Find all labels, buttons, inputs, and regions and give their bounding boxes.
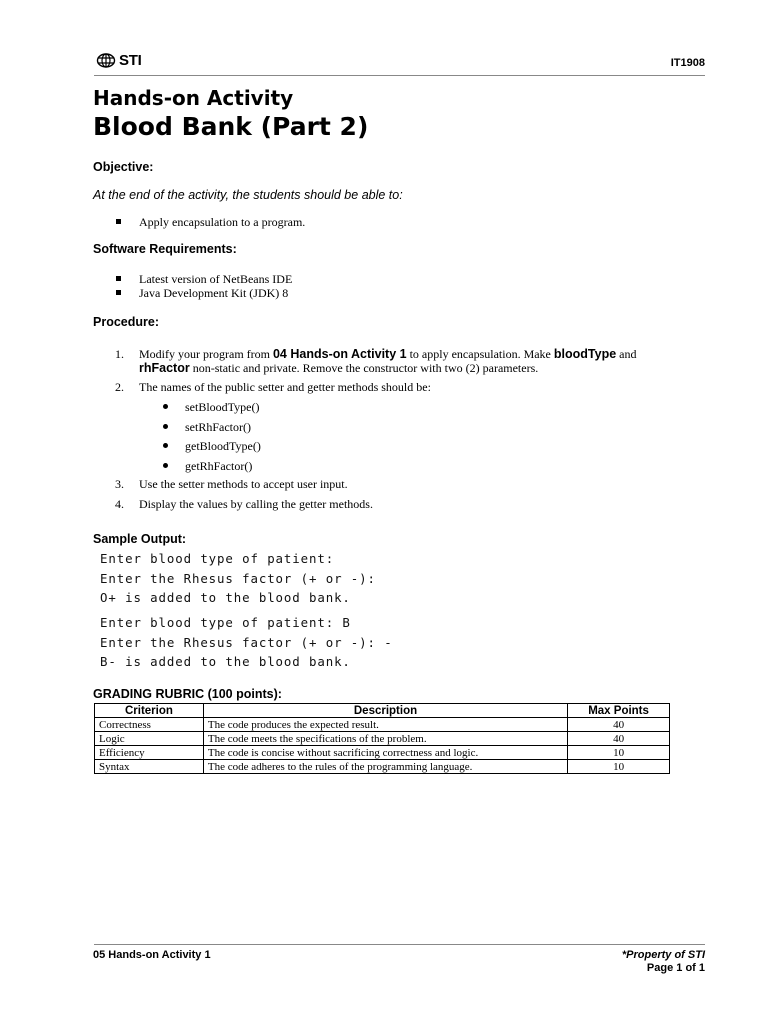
- description-cell: The code is concise without sacrificing correctness and logic.: [203, 746, 567, 760]
- criterion-cell: Logic: [95, 732, 204, 746]
- points-cell: 10: [568, 746, 670, 760]
- objective-list: [115, 215, 305, 229]
- list-item: Java Development Kit (JDK) 8: [115, 286, 292, 300]
- footer-document-name: 05 Hands-on Activity 1: [93, 949, 211, 961]
- page-number: Page 1 of 1: [646, 962, 705, 974]
- column-header: Criterion: [95, 704, 204, 718]
- code-line: Enter the Rhesus factor (+ or -): -: [100, 634, 393, 650]
- column-header: Max Points: [568, 704, 670, 718]
- code-line: Enter blood type of patient: B: [100, 615, 351, 630]
- method-item: getRhFactor(): [160, 458, 261, 478]
- property-notice: *Property of STI: [621, 949, 705, 961]
- code-line: Enter the Rhesus factor (+ or -):: [100, 570, 376, 586]
- points-cell: 10: [568, 760, 670, 774]
- description-cell: The code meets the specifications of the problem.: [203, 732, 567, 746]
- software-heading: Software Requirements:: [93, 242, 237, 256]
- page-title: Blood Bank (Part 2): [93, 112, 369, 141]
- logo-text: STI: [119, 52, 142, 69]
- activity-label: Hands-on Activity: [93, 86, 294, 110]
- code-line: O+ is added to the blood bank.: [100, 590, 351, 605]
- objective-heading: Objective:: [93, 160, 154, 174]
- sample-output-block-1: [100, 549, 376, 608]
- criterion-cell: Efficiency: [95, 746, 204, 760]
- sti-logo: [96, 52, 141, 69]
- document-code: IT1908: [670, 57, 705, 69]
- column-header: Description: [203, 704, 567, 718]
- points-cell: 40: [568, 732, 670, 746]
- sample-output-heading: Sample Output:: [93, 532, 187, 546]
- sti-globe-icon: [96, 53, 116, 68]
- rubric-heading: GRADING RUBRIC (100 points):: [93, 687, 282, 701]
- table-row: [95, 746, 670, 760]
- rubric-table: [94, 703, 670, 774]
- criterion-cell: Correctness: [95, 718, 204, 732]
- objective-intro: At the end of the activity, the students should be able to:: [93, 188, 403, 202]
- criterion-cell: Syntax: [95, 760, 204, 774]
- description-cell: The code produces the expected result.: [203, 718, 567, 732]
- rubric-header-row: [95, 704, 670, 718]
- table-row: [95, 760, 670, 774]
- points-cell: 40: [568, 718, 670, 732]
- procedure-heading: Procedure:: [93, 315, 159, 329]
- table-row: [95, 718, 670, 732]
- sample-output-block-2: [100, 613, 393, 672]
- description-cell: The code adheres to the rules of the programming language.: [203, 760, 567, 774]
- method-list: [160, 399, 261, 477]
- footer-divider: [94, 944, 705, 945]
- code-line: B- is added to the blood bank.: [100, 654, 351, 669]
- software-list: [115, 272, 292, 300]
- header-divider: [94, 75, 705, 76]
- code-line: Enter blood type of patient:: [100, 551, 335, 566]
- method-item: getBloodType(): [160, 438, 261, 458]
- list-item: Apply encapsulation to a program.: [115, 215, 305, 229]
- list-item: Latest version of NetBeans IDE: [115, 272, 292, 286]
- method-item: setBloodType(): [160, 399, 261, 419]
- method-item: setRhFactor(): [160, 419, 261, 439]
- footer-right: [622, 949, 705, 975]
- table-row: [95, 732, 670, 746]
